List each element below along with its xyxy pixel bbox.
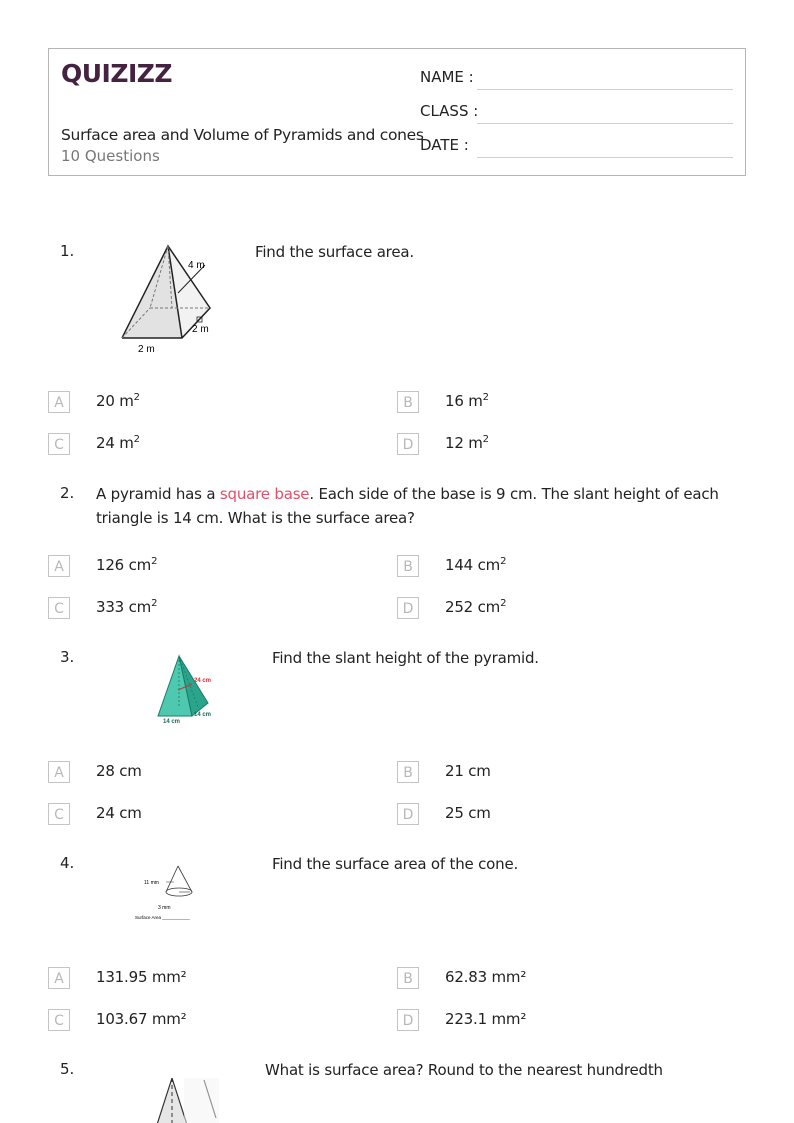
q4-option-b-text: 62.83 mm² <box>445 968 527 986</box>
name-field[interactable] <box>477 89 733 90</box>
q2-option-b-text: 144 $cm^2$ <box>445 556 507 574</box>
q2-option-c-box[interactable]: C <box>48 597 70 619</box>
pyramid-1-bottom-label: 2 m <box>138 344 155 355</box>
q4-option-c-text: 103.67 mm² <box>96 1010 187 1028</box>
date-label: DATE : <box>420 136 469 154</box>
q1-option-a-text: 20 $m^2$ <box>96 392 140 410</box>
q3-option-c-text: 24 cm <box>96 804 142 822</box>
class-field[interactable] <box>477 123 733 124</box>
cone-slant-label: 11 mm <box>144 880 159 886</box>
q2-option-d-box[interactable]: D <box>397 597 419 619</box>
question-4-text: Find the surface area of the cone. <box>272 855 519 873</box>
q2-option-a-box[interactable]: A <box>48 555 70 577</box>
q4-option-a-box[interactable]: A <box>48 967 70 989</box>
cone-radius-label: 3 mm <box>158 905 171 911</box>
q3-option-a-text: 28 cm <box>96 762 142 780</box>
class-label: CLASS : <box>420 102 479 120</box>
cone-figure-4 <box>132 862 222 924</box>
q2-option-c-text: 333 $cm^2$ <box>96 598 158 616</box>
q4-option-d-text: 223.1 mm² <box>445 1010 527 1028</box>
pyramid-3-height-label: 24 cm <box>194 678 212 684</box>
pyramid-figure-1 <box>112 238 222 358</box>
highlighted-term[interactable]: square base <box>219 485 310 503</box>
q1-option-d-box[interactable]: D <box>397 433 419 455</box>
q1-option-c-text: 24 $m^2$ <box>96 434 140 452</box>
name-label: NAME : <box>420 68 474 86</box>
question-3-text: Find the slant height of the pyramid. <box>272 649 539 667</box>
question-count: 10 Questions <box>61 147 160 165</box>
q4-option-b-box[interactable]: B <box>397 967 419 989</box>
q3-option-b-text: 21 cm <box>445 762 491 780</box>
q2-option-d-text: 252 $cm^2$ <box>445 598 507 616</box>
question-1-number: 1. <box>60 242 75 260</box>
pyramid-1-right-label: 2 m <box>192 324 209 335</box>
question-5-text: What is surface area? Round to the nearest hundredth <box>265 1061 663 1079</box>
question-1-text: Find the surface area. <box>255 243 414 261</box>
q4-option-d-box[interactable]: D <box>397 1009 419 1031</box>
q1-option-a-box[interactable]: A <box>48 391 70 413</box>
date-field[interactable] <box>477 157 733 158</box>
question-3-number: 3. <box>60 648 75 666</box>
cone-caption: Surface Area ___________ <box>135 915 190 920</box>
q1-option-d-text: 12 $m^2$ <box>445 434 489 452</box>
q2-option-b-box[interactable]: B <box>397 555 419 577</box>
q1-option-b-box[interactable]: B <box>397 391 419 413</box>
q1-option-b-text: 16 $m^2$ <box>445 392 489 410</box>
pyramid-3-right-label: 14 cm <box>194 712 212 718</box>
worksheet-header <box>48 48 746 176</box>
worksheet-title: Surface area and Volume of Pyramids and cones <box>61 126 424 144</box>
question-4-number: 4. <box>60 854 75 872</box>
q3-option-d-box[interactable]: D <box>397 803 419 825</box>
pyramid-1-slant-label: 4 m <box>188 260 205 271</box>
q4-option-c-box[interactable]: C <box>48 1009 70 1031</box>
q2-option-a-text: 126 $cm^2$ <box>96 556 158 574</box>
q3-option-d-text: 25 cm <box>445 804 491 822</box>
q3-option-c-box[interactable]: C <box>48 803 70 825</box>
question-2-number: 2. <box>60 484 75 502</box>
q3-option-a-box[interactable]: A <box>48 761 70 783</box>
pyramid-figure-3 <box>150 650 220 725</box>
question-5-number: 5. <box>60 1060 75 1078</box>
pyramid-3-bottom-label: 14 cm <box>163 719 181 725</box>
q3-option-b-box[interactable]: B <box>397 761 419 783</box>
q4-option-a-text: 131.95 mm² <box>96 968 187 986</box>
cone-figure-5 <box>140 1074 225 1123</box>
quizizz-logo: QUIZIZZ <box>61 59 173 88</box>
q1-option-c-box[interactable]: C <box>48 433 70 455</box>
question-2-text: A pyramid has a square base. Each side of the base is 9 cm. The slant height of each triangle is 14 cm. What is the surface area? <box>96 485 719 527</box>
